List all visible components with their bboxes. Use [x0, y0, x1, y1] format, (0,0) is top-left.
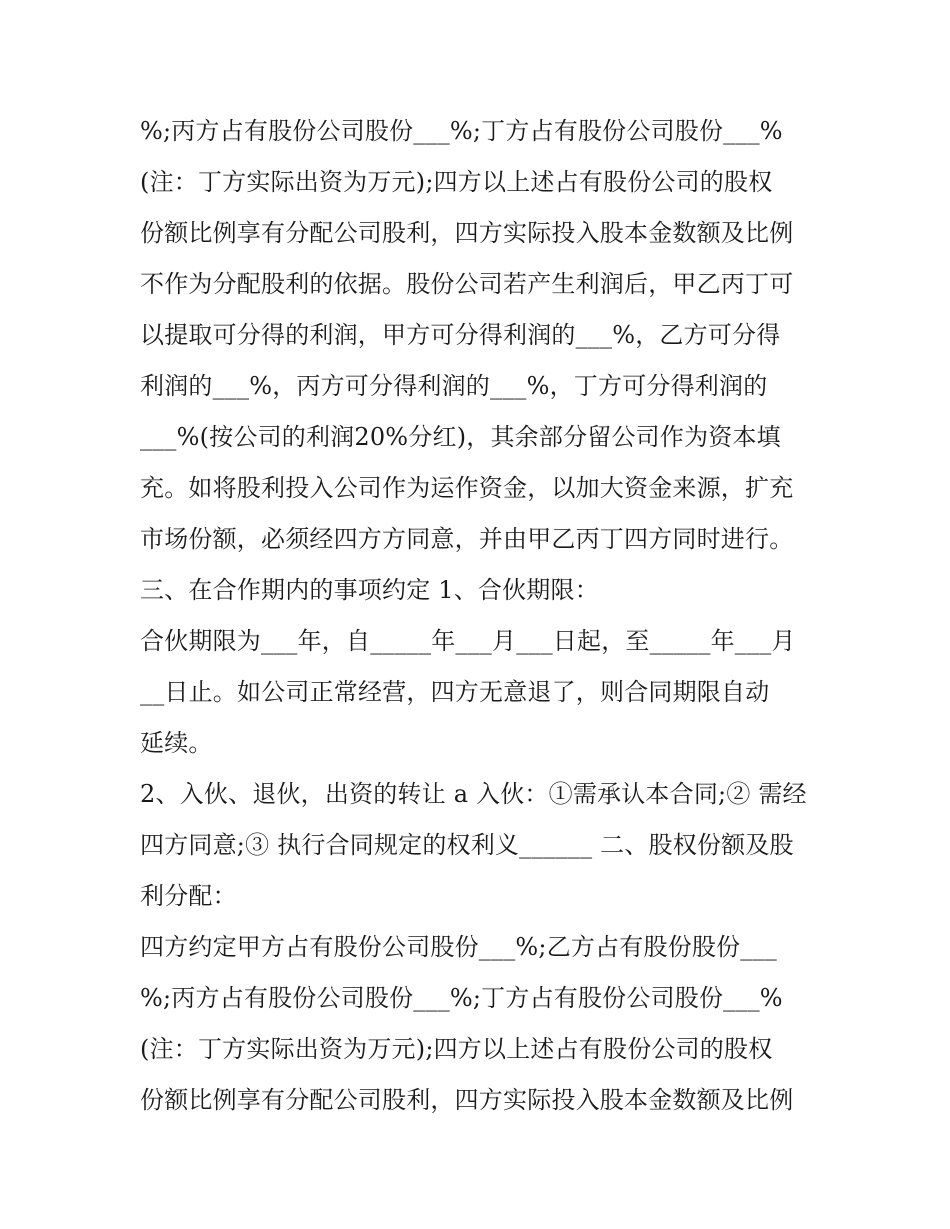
- text-line: (注：丁方实际出资为万元);四方以上述占有股份公司的股权: [140, 1035, 773, 1063]
- text-line: __日止。如公司正常经营，四方无意退了，则合同期限自动: [140, 678, 770, 706]
- document-body: [140, 106, 820, 1126]
- text-line: 延续。: [140, 729, 213, 757]
- text-line: 市场份额，必须经四方方同意，并由甲乙丙丁四方同时进行。: [140, 525, 794, 553]
- text-line: 份额比例享有分配公司股利，四方实际投入股本金数额及比例: [140, 219, 794, 247]
- text-line: ___%(按公司的利润20%分红)，其余部分留公司作为资本填: [140, 423, 781, 451]
- section-heading: 三、在合作期内的事项约定 1、合伙期限：: [140, 576, 599, 604]
- text-line: %;丙方占有股份公司股份___%;丁方占有股份公司股份___%: [140, 984, 783, 1012]
- text-line: 利分配：: [140, 882, 237, 910]
- text-line: 2、入伙、退伙，出资的转让 a 入伙：①需承认本合同;② 需经: [140, 780, 807, 808]
- text-line: 不作为分配股利的依据。股份公司若产生利润后，甲乙丙丁可: [140, 270, 794, 298]
- text-line: 以提取可分得的利润，甲方可分得利润的___%，乙方可分得: [140, 321, 781, 349]
- text-line: (注：丁方实际出资为万元);四方以上述占有股份公司的股权: [140, 168, 773, 196]
- text-line: 利润的___%，丙方可分得利润的___%，丁方可分得利润的: [140, 372, 768, 400]
- text-line: 四方同意;③ 执行合同规定的权利义______ 二、股权份额及股: [140, 831, 794, 859]
- text-line: 四方约定甲方占有股份公司股份___%;乙方占有股份股份___: [140, 933, 777, 961]
- text-line: 份额比例享有分配公司股利，四方实际投入股本金数额及比例: [140, 1086, 794, 1114]
- text-line: 合伙期限为___年，自_____年___月___日起，至_____年___月: [140, 627, 796, 655]
- text-line: 充。如将股利投入公司作为运作资金，以加大资金来源，扩充: [140, 474, 794, 502]
- text-line: %;丙方占有股份公司股份___%;丁方占有股份公司股份___%: [140, 117, 783, 145]
